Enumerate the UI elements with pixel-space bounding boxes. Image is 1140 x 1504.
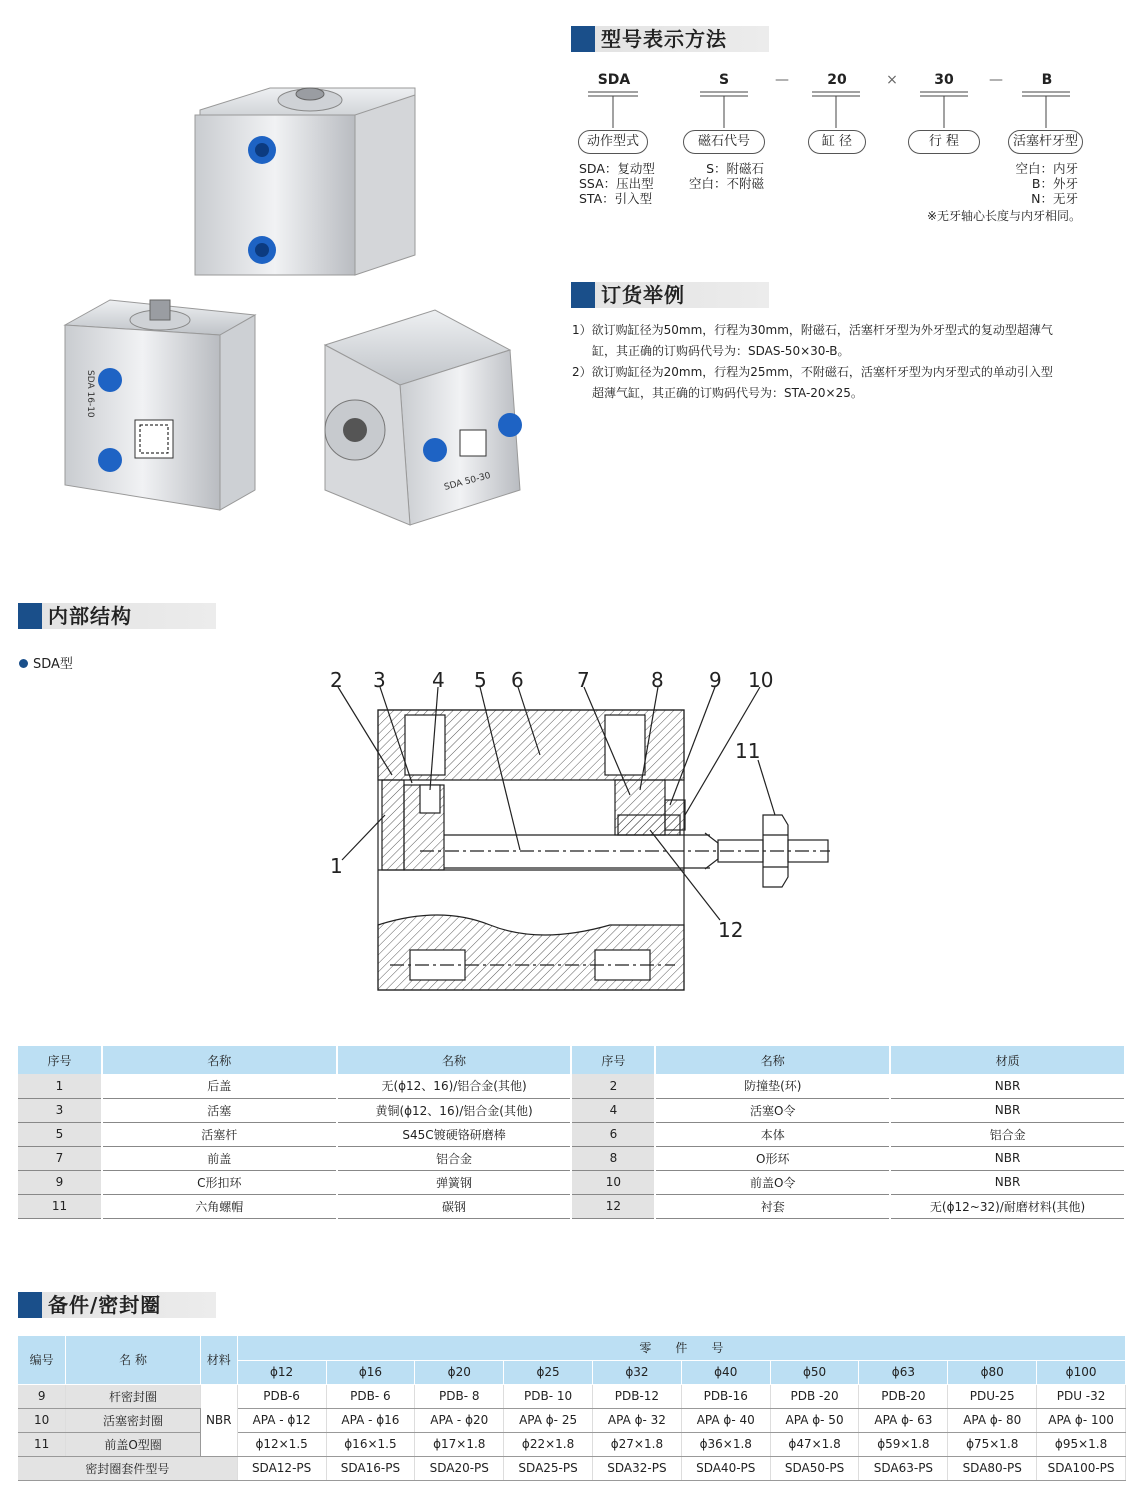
cell: APA - ϕ20	[415, 1408, 504, 1432]
action-type-ssa: SSA：压出型	[579, 176, 654, 191]
cell-material: NBR	[200, 1384, 237, 1456]
cell: PDB- 10	[504, 1384, 593, 1408]
cell: PDB-20	[859, 1384, 948, 1408]
bore-header: ϕ100	[1037, 1360, 1126, 1384]
code-bore: 20	[827, 72, 847, 88]
cell: ϕ47×1.8	[770, 1432, 859, 1456]
col-header: 名称	[655, 1046, 890, 1074]
cell: 4	[571, 1098, 655, 1122]
cell-no: 11	[18, 1432, 66, 1456]
cell: SDA100-PS	[1037, 1456, 1126, 1480]
cell: C形扣环	[102, 1170, 337, 1194]
cell: 铝合金	[890, 1122, 1125, 1146]
product-photos	[40, 70, 560, 530]
thread-none: N：无牙	[1031, 191, 1078, 206]
bullet-icon	[19, 659, 28, 668]
callout-4: 4	[432, 668, 445, 692]
cell: 无(ϕ12、16)/铝合金(其他)	[337, 1074, 572, 1098]
code-b: B	[1041, 72, 1053, 88]
cell: SDA50-PS	[770, 1456, 859, 1480]
table-row	[18, 1122, 1125, 1146]
order-section-header	[571, 282, 769, 308]
cell: PDB- 6	[326, 1384, 415, 1408]
table-row	[18, 1384, 1126, 1408]
col-header: 序号	[18, 1046, 102, 1074]
callout-10: 10	[748, 668, 774, 692]
callout-8: 8	[651, 668, 664, 692]
callout-3: 3	[373, 668, 386, 692]
col-header: 名称	[337, 1046, 572, 1074]
cell: APA - ϕ16	[326, 1408, 415, 1432]
cell: 防撞垫(环)	[655, 1074, 890, 1098]
spares-section-header	[18, 1292, 216, 1318]
cell: SDA63-PS	[859, 1456, 948, 1480]
cell: 黄铜(ϕ12、16)/铝合金(其他)	[337, 1098, 572, 1122]
structure-section-header	[18, 603, 216, 629]
cell-name: 前盖O型圈	[66, 1432, 200, 1456]
bore-header: ϕ32	[593, 1360, 682, 1384]
cell: APA ϕ- 25	[504, 1408, 593, 1432]
cell: ϕ16×1.5	[326, 1432, 415, 1456]
parts-table	[18, 1046, 1126, 1219]
cell: APA ϕ- 100	[1037, 1408, 1126, 1432]
section-marker	[571, 26, 595, 52]
col-header: 材质	[890, 1046, 1125, 1074]
cell: PDU -32	[1037, 1384, 1126, 1408]
callout-2: 2	[330, 668, 343, 692]
magnet-s: S：附磁石	[706, 161, 764, 176]
cell: 前盖	[102, 1146, 337, 1170]
product-label-1: SDA 16-10	[85, 370, 95, 418]
order-section-title: 订货举例	[601, 283, 685, 307]
col-header-parts: 零 件 号	[237, 1336, 1125, 1360]
cell: 7	[18, 1146, 102, 1170]
cell: APA ϕ- 80	[948, 1408, 1037, 1432]
section-marker	[18, 603, 42, 629]
cell: PDB-12	[593, 1384, 682, 1408]
action-type-list	[579, 161, 655, 206]
bore-header: ϕ50	[770, 1360, 859, 1384]
code-dash-1: —	[775, 72, 789, 88]
order-line-3: 2）欲订购缸径为20mm，行程为25mm，不附磁石，活塞杆牙型为内牙型式的单动引入型	[572, 365, 1053, 379]
cell: ϕ59×1.8	[859, 1432, 948, 1456]
cell: SDA12-PS	[237, 1456, 326, 1480]
cell: PDB- 8	[415, 1384, 504, 1408]
col-header-name: 名 称	[66, 1336, 200, 1384]
cell: ϕ22×1.8	[504, 1432, 593, 1456]
cell: 9	[18, 1170, 102, 1194]
cell: PDB-16	[681, 1384, 770, 1408]
pill-bore: 缸 径	[808, 130, 866, 154]
code-s: S	[718, 72, 730, 88]
section-marker	[18, 1292, 42, 1318]
callout-1: 1	[330, 854, 343, 878]
cell: 弹簧钢	[337, 1170, 572, 1194]
table-row-kit	[18, 1456, 1126, 1480]
table-row	[18, 1194, 1125, 1218]
action-type-sda: SDA：复动型	[579, 161, 655, 176]
col-header-material: 材料	[200, 1336, 237, 1384]
cell: SDA16-PS	[326, 1456, 415, 1480]
action-type-sta: STA：引入型	[579, 191, 653, 206]
cell: APA ϕ- 40	[681, 1408, 770, 1432]
cell: APA - ϕ12	[237, 1408, 326, 1432]
spares-section-title: 备件/密封圈	[48, 1293, 162, 1317]
thread-external: B：外牙	[1031, 176, 1078, 191]
cell: 活塞O令	[655, 1098, 890, 1122]
cylinder-photo-3	[325, 310, 522, 525]
cell: ϕ95×1.8	[1037, 1432, 1126, 1456]
table-row	[18, 1408, 1126, 1432]
cell: SDA20-PS	[415, 1456, 504, 1480]
bore-header: ϕ80	[948, 1360, 1037, 1384]
table-row	[18, 1098, 1125, 1122]
thread-internal: 空白：内牙	[1015, 161, 1078, 176]
cell: NBR	[890, 1098, 1125, 1122]
cell: 本体	[655, 1122, 890, 1146]
callout-6: 6	[511, 668, 524, 692]
bore-header: ϕ63	[859, 1360, 948, 1384]
cell: NBR	[890, 1170, 1125, 1194]
order-examples	[572, 320, 1053, 404]
cell: S45C镀硬铬研磨棒	[337, 1122, 572, 1146]
cylinder-photo-1	[195, 88, 415, 275]
cell: SDA25-PS	[504, 1456, 593, 1480]
cell: SDA40-PS	[681, 1456, 770, 1480]
model-note: ※无牙轴心长度与内牙相同。	[927, 209, 1082, 223]
cell: APA ϕ- 32	[593, 1408, 682, 1432]
cell: 碳钢	[337, 1194, 572, 1218]
model-section-title: 型号表示方法	[601, 27, 727, 51]
code-stroke: 30	[934, 72, 954, 88]
cell: 六角螺帽	[102, 1194, 337, 1218]
col-header: 名称	[102, 1046, 337, 1074]
code-sda: SDA	[597, 72, 631, 88]
cell: 衬套	[655, 1194, 890, 1218]
cell: PDB-6	[237, 1384, 326, 1408]
cell: 活塞杆	[102, 1122, 337, 1146]
cell: 11	[18, 1194, 102, 1218]
callout-5: 5	[474, 668, 487, 692]
table-row	[18, 1074, 1125, 1098]
cell: 活塞	[102, 1098, 337, 1122]
cell: 5	[18, 1122, 102, 1146]
parts-table-header	[18, 1046, 1125, 1074]
cell: 无(ϕ12~32)/耐磨材料(其他)	[890, 1194, 1125, 1218]
sda-type-label	[19, 653, 73, 672]
callout-9: 9	[709, 668, 722, 692]
cell: 6	[571, 1122, 655, 1146]
callout-7: 7	[577, 668, 590, 692]
order-line-4: 超薄气缸，其正确的订购码代号为：STA-20×25。	[592, 386, 863, 400]
cell: PDU-25	[948, 1384, 1037, 1408]
cell: APA ϕ- 63	[859, 1408, 948, 1432]
pill-thread: 活塞杆牙型	[1008, 130, 1083, 154]
pill-stroke: 行 程	[908, 130, 980, 154]
product-label-2: SDA 50-30	[443, 470, 492, 493]
internal-structure-diagram	[320, 665, 840, 995]
sda-type-text: SDA型	[33, 657, 73, 672]
cell: 2	[571, 1074, 655, 1098]
cell-no: 10	[18, 1408, 66, 1432]
cell: 10	[571, 1170, 655, 1194]
callout-12: 12	[718, 918, 744, 942]
cell: 1	[18, 1074, 102, 1098]
cell: ϕ17×1.8	[415, 1432, 504, 1456]
cell-name: 杆密封圈	[66, 1384, 200, 1408]
thread-list	[1000, 161, 1078, 206]
cell-kit-name: 密封圈套件型号	[18, 1456, 237, 1480]
table-row	[18, 1432, 1126, 1456]
cell: 铝合金	[337, 1146, 572, 1170]
order-line-1: 1）欲订购缸径为50mm，行程为30mm，附磁石，活塞杆牙型为外牙型式的复动型超薄气	[572, 323, 1053, 337]
cell: PDB -20	[770, 1384, 859, 1408]
cell: O形环	[655, 1146, 890, 1170]
bore-header: ϕ20	[415, 1360, 504, 1384]
cell: APA ϕ- 50	[770, 1408, 859, 1432]
spares-table	[18, 1336, 1126, 1481]
cell: 8	[571, 1146, 655, 1170]
cell: 3	[18, 1098, 102, 1122]
code-dash-2: —	[989, 72, 1003, 88]
magnet-blank: 空白：不附磁	[688, 176, 764, 191]
cell: NBR	[890, 1074, 1125, 1098]
code-connector-lines	[570, 88, 1110, 133]
section-marker	[571, 282, 595, 308]
cell: 12	[571, 1194, 655, 1218]
cell-name: 活塞密封圈	[66, 1408, 200, 1432]
cell: ϕ75×1.8	[948, 1432, 1037, 1456]
col-header: 序号	[571, 1046, 655, 1074]
magnet-list	[684, 161, 764, 191]
cell: 后盖	[102, 1074, 337, 1098]
cell-no: 9	[18, 1384, 66, 1408]
pill-magnet: 磁石代号	[683, 130, 765, 154]
cell: ϕ27×1.8	[593, 1432, 682, 1456]
structure-section-title: 内部结构	[48, 604, 132, 628]
bore-header: ϕ40	[681, 1360, 770, 1384]
table-row	[18, 1146, 1125, 1170]
cell: SDA80-PS	[948, 1456, 1037, 1480]
model-section-header	[571, 26, 769, 52]
cell: ϕ36×1.8	[681, 1432, 770, 1456]
callout-11: 11	[735, 739, 761, 763]
cylinder-photo-2	[65, 300, 255, 510]
cell: 前盖O令	[655, 1170, 890, 1194]
bore-header: ϕ16	[326, 1360, 415, 1384]
table-row	[18, 1170, 1125, 1194]
pill-action-type: 动作型式	[578, 130, 648, 154]
code-times: ×	[886, 72, 898, 88]
order-line-2: 缸，其正确的订购码代号为：SDAS-50×30-B。	[592, 344, 850, 358]
col-header-no: 编号	[18, 1336, 66, 1384]
bore-header: ϕ12	[237, 1360, 326, 1384]
bore-header: ϕ25	[504, 1360, 593, 1384]
cell: NBR	[890, 1146, 1125, 1170]
cell: ϕ12×1.5	[237, 1432, 326, 1456]
cell: SDA32-PS	[593, 1456, 682, 1480]
